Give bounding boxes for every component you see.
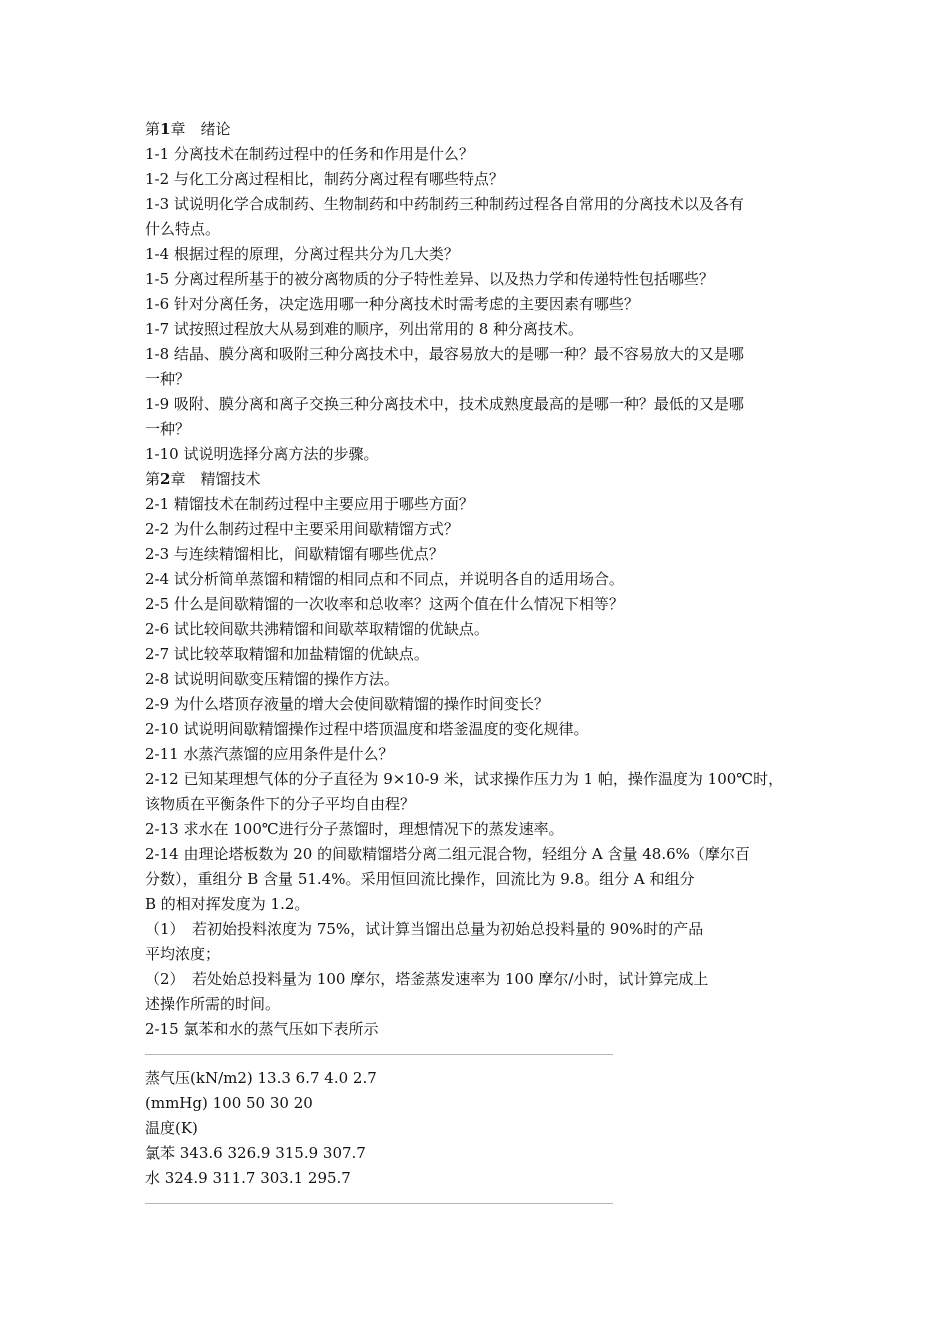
question-1-5: 1-5 分离过程所基于的被分离物质的分子特性差异、以及热力学和传递特性包括哪些？ — [145, 270, 714, 288]
chapter-1-heading-title: 章 绪论 — [170, 120, 231, 138]
question-2-1: 2-1 精馏技术在制药过程中主要应用于哪些方面？ — [145, 495, 474, 513]
chapter-2-heading — [145, 467, 815, 492]
question-2-2: 2-2 为什么制药过程中主要采用间歇精馏方式？ — [145, 520, 459, 538]
question-1-4: 1-4 根据过程的原理，分离过程共分为几大类？ — [145, 245, 459, 263]
question-2-10: 2-10 试说明间歇精馏操作过程中塔顶温度和塔釜温度的变化规律。 — [145, 720, 589, 738]
question-2-11: 2-11 水蒸汽蒸馏的应用条件是什么？ — [145, 745, 394, 763]
question-1-9-cont: 一种？ — [145, 420, 191, 438]
question-1-1: 1-1 分离技术在制药过程中的任务和作用是什么？ — [145, 145, 474, 163]
question-2-12-cont: 该物质在平衡条件下的分子平均自由程？ — [145, 795, 416, 813]
question-2-14: 2-14 由理论塔板数为 20 的间歇精馏塔分离二组元混合物，轻组分 A 含量 48.6%（摩尔百 — [145, 845, 750, 863]
table-bottom-divider — [145, 1203, 613, 1204]
question-1-3: 1-3 试说明化学合成制药、生物制药和中药制药三种制药过程各自常用的分离技术以及各有 — [145, 195, 744, 213]
question-1-2: 1-2 与化工分离过程相比，制药分离过程有哪些特点？ — [145, 170, 504, 188]
question-2-14-cont-2: B 的相对挥发度为 1.2。 — [145, 895, 310, 913]
question-2-9: 2-9 为什么塔顶存液量的增大会使间歇精馏的操作时间变长？ — [145, 695, 549, 713]
table-row-chlorobenzene: 氯苯 343.6 326.9 315.9 307.7 — [145, 1144, 366, 1162]
chapter-2-heading-title: 章 精馏技术 — [170, 470, 261, 488]
question-2-5: 2-5 什么是间歇精馏的一次收率和总收率？这两个值在什么情况下相等？ — [145, 595, 624, 613]
question-2-7: 2-7 试比较萃取精馏和加盐精馏的优缺点。 — [145, 645, 429, 663]
question-2-15: 2-15 氯苯和水的蒸气压如下表所示 — [145, 1020, 379, 1038]
question-2-14-part-2-cont: 述操作所需的时间。 — [145, 995, 281, 1013]
question-1-6: 1-6 针对分离任务，决定选用哪一种分离技术时需考虑的主要因素有哪些？ — [145, 295, 639, 313]
question-1-10: 1-10 试说明选择分离方法的步骤。 — [145, 445, 379, 463]
question-2-12: 2-12 已知某理想气体的分子直径为 9×10-9 米，试求操作压力为 1 帕，操作温度为 100℃时， — [145, 770, 784, 788]
question-1-7: 1-7 试按照过程放大从易到难的顺序，列出常用的 8 种分离技术。 — [145, 320, 584, 338]
question-1-9: 1-9 吸附、膜分离和离子交换三种分离技术中，技术成熟度最高的是哪一种？最低的又是哪 — [145, 395, 744, 413]
table-row-pressure-kn: 蒸气压(kN/m2) 13.3 6.7 4.0 2.7 — [145, 1069, 377, 1087]
chapter-2-number: 2 — [160, 470, 171, 488]
question-2-3: 2-3 与连续精馏相比，间歇精馏有哪些优点？ — [145, 545, 444, 563]
question-1-8: 1-8 结晶、膜分离和吸附三种分离技术中，最容易放大的是哪一种？最不容易放大的又是哪 — [145, 345, 744, 363]
table-row-temperature-label: 温度(K) — [145, 1119, 198, 1137]
table-top-divider — [145, 1054, 613, 1055]
question-2-14-part-1-cont: 平均浓度； — [145, 945, 221, 963]
question-1-3-cont: 什么特点。 — [145, 220, 221, 238]
document-page — [145, 117, 815, 1215]
chapter-1-heading — [145, 117, 815, 142]
question-2-4: 2-4 试分析简单蒸馏和精馏的相同点和不同点，并说明各自的适用场合。 — [145, 570, 624, 588]
chapter-2-heading-prefix: 第 — [145, 470, 161, 488]
question-2-6: 2-6 试比较间歇共沸精馏和间歇萃取精馏的优缺点。 — [145, 620, 489, 638]
question-2-14-part-1: （1） 若初始投料浓度为 75%，试计算当馏出总量为初始总投料量的 90%时的产品 — [145, 920, 704, 938]
table-row-pressure-mmhg: (mmHg) 100 50 30 20 — [145, 1094, 313, 1112]
chapter-1-heading-prefix: 第 — [145, 120, 161, 138]
question-2-13: 2-13 求水在 100℃进行分子蒸馏时，理想情况下的蒸发速率。 — [145, 820, 564, 838]
question-2-8: 2-8 试说明间歇变压精馏的操作方法。 — [145, 670, 399, 688]
question-2-14-part-2: （2） 若处始总投料量为 100 摩尔，塔釜蒸发速率为 100 摩尔/小时，试计算完成上 — [145, 970, 709, 988]
table-row-water: 水 324.9 311.7 303.1 295.7 — [145, 1169, 351, 1187]
question-2-14-cont: 分数），重组分 B 含量 51.4%。采用恒回流比操作，回流比为 9.8。组分 A 和组分 — [145, 870, 695, 888]
question-1-8-cont: 一种？ — [145, 370, 191, 388]
chapter-1-number: 1 — [160, 120, 171, 138]
